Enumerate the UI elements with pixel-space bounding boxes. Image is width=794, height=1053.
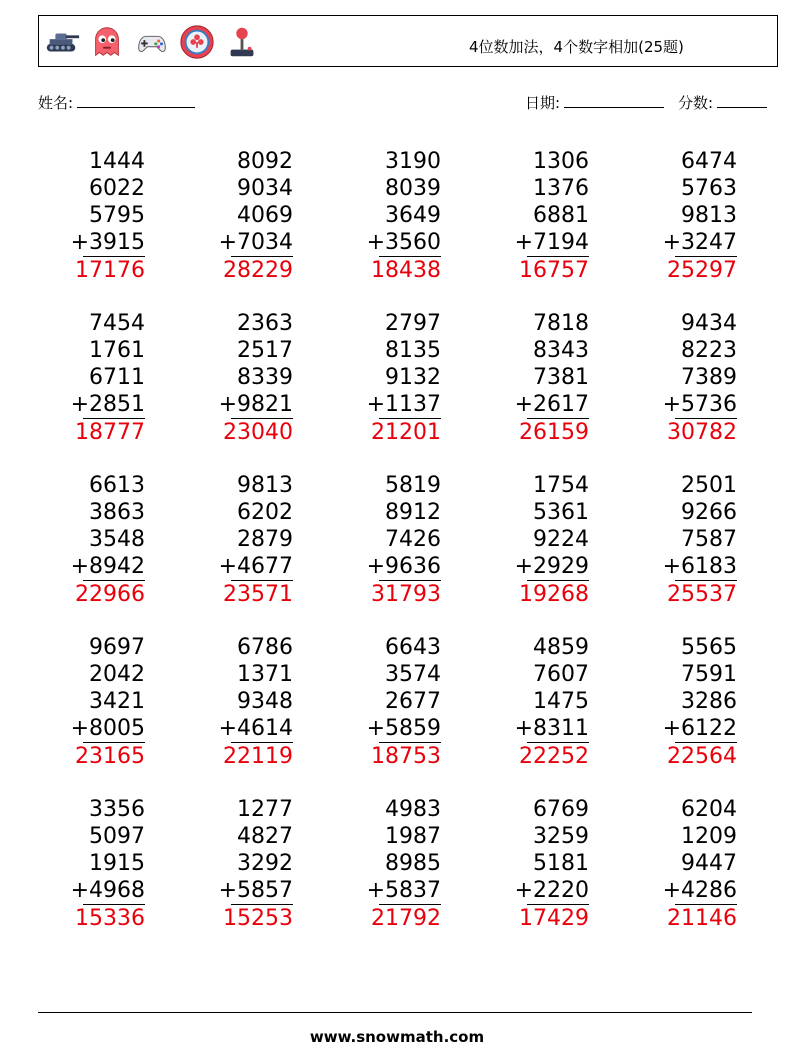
addend: 1475 [533, 689, 589, 714]
answer: 22966 [75, 582, 145, 607]
addend: 8092 [237, 149, 293, 174]
addend: 5181 [533, 851, 589, 876]
footer-site: www.snowmath.com [309, 1028, 485, 1046]
addition-problem [607, 310, 737, 447]
name-blank[interactable] [77, 93, 195, 108]
answer: 25537 [667, 582, 737, 607]
addend: 9348 [237, 689, 293, 714]
addend-with-plus: +1137 [366, 392, 441, 417]
addend: 1277 [237, 797, 293, 822]
gamepad-icon [133, 23, 171, 61]
addend: 5763 [681, 176, 737, 201]
addend-with-plus: +3915 [70, 230, 145, 255]
addition-problem [607, 148, 737, 285]
addition-problem [15, 634, 145, 771]
addend-with-plus: +5857 [218, 878, 293, 903]
addend: 4069 [237, 203, 293, 228]
worksheet-header [38, 15, 778, 67]
addend: 2363 [237, 311, 293, 336]
addend: 4983 [385, 797, 441, 822]
addend-with-plus: +3247 [662, 230, 737, 255]
addend: 4859 [533, 635, 589, 660]
addend: 1761 [89, 338, 145, 363]
addition-problem [163, 310, 293, 447]
addend: 7389 [681, 365, 737, 390]
addend: 3259 [533, 824, 589, 849]
answer: 22119 [223, 744, 293, 769]
addend: 6474 [681, 149, 737, 174]
addition-problem [607, 472, 737, 609]
addend-with-plus: +3560 [366, 230, 441, 255]
addend: 7591 [681, 662, 737, 687]
addition-problem [163, 634, 293, 771]
addend: 6643 [385, 635, 441, 660]
addend-with-plus: +8942 [70, 554, 145, 579]
answer: 21146 [667, 906, 737, 931]
addend: 8039 [385, 176, 441, 201]
addend: 6613 [89, 473, 145, 498]
addend-with-plus: +2851 [70, 392, 145, 417]
addend: 3286 [681, 689, 737, 714]
addend: 2797 [385, 311, 441, 336]
addition-problem [311, 310, 441, 447]
addend: 5795 [89, 203, 145, 228]
name-label: 姓名: [38, 94, 74, 112]
answer: 22564 [667, 744, 737, 769]
answer: 23571 [223, 582, 293, 607]
addition-problem [459, 796, 589, 933]
addend: 9132 [385, 365, 441, 390]
addend-with-plus: +6183 [662, 554, 737, 579]
poker-chip-icon [178, 23, 216, 61]
addend: 3421 [89, 689, 145, 714]
addend: 3292 [237, 851, 293, 876]
answer: 23165 [75, 744, 145, 769]
addend: 1754 [533, 473, 589, 498]
answer: 18753 [371, 744, 441, 769]
answer: 19268 [519, 582, 589, 607]
addition-problem [15, 310, 145, 447]
addend-with-plus: +7194 [514, 230, 589, 255]
addend-with-plus: +4968 [70, 878, 145, 903]
addend: 1371 [237, 662, 293, 687]
header-icons [43, 22, 261, 62]
addend: 9813 [237, 473, 293, 498]
addend: 2517 [237, 338, 293, 363]
addend: 6881 [533, 203, 589, 228]
addition-problem [15, 472, 145, 609]
addend-with-plus: +6122 [662, 716, 737, 741]
addend: 2879 [237, 527, 293, 552]
addition-problem [163, 796, 293, 933]
addend-with-plus: +2929 [514, 554, 589, 579]
worksheet-title: 4位数加法，4个数字相加(25题) [469, 38, 684, 56]
addition-problem [459, 472, 589, 609]
addend-with-plus: +7034 [218, 230, 293, 255]
addend-with-plus: +5736 [662, 392, 737, 417]
tank-icon [43, 23, 81, 61]
addend: 7587 [681, 527, 737, 552]
answer: 21201 [371, 420, 441, 445]
addend: 3190 [385, 149, 441, 174]
date-label: 日期: [525, 94, 561, 112]
addend: 3649 [385, 203, 441, 228]
addend: 9434 [681, 311, 737, 336]
addend-with-plus: +4614 [218, 716, 293, 741]
addend: 6711 [89, 365, 145, 390]
addition-problem [607, 796, 737, 933]
addend: 8339 [237, 365, 293, 390]
answer: 25297 [667, 258, 737, 283]
addend: 9224 [533, 527, 589, 552]
answer: 26159 [519, 420, 589, 445]
answer: 31793 [371, 582, 441, 607]
answer: 15253 [223, 906, 293, 931]
addend-with-plus: +4286 [662, 878, 737, 903]
addend: 7454 [89, 311, 145, 336]
addend-with-plus: +2220 [514, 878, 589, 903]
answer: 18777 [75, 420, 145, 445]
addition-problem [163, 148, 293, 285]
addition-problem [311, 148, 441, 285]
addend: 3863 [89, 500, 145, 525]
answer: 18438 [371, 258, 441, 283]
addend: 1915 [89, 851, 145, 876]
addend: 5361 [533, 500, 589, 525]
addend-with-plus: +8005 [70, 716, 145, 741]
addition-problem [459, 634, 589, 771]
addend: 1987 [385, 824, 441, 849]
addend: 3574 [385, 662, 441, 687]
addend: 1306 [533, 149, 589, 174]
addend: 9697 [89, 635, 145, 660]
addend: 6022 [89, 176, 145, 201]
addend-with-plus: +5837 [366, 878, 441, 903]
addition-problem [15, 796, 145, 933]
addend: 9447 [681, 851, 737, 876]
date-blank[interactable] [564, 93, 664, 108]
addend: 6786 [237, 635, 293, 660]
addend: 3356 [89, 797, 145, 822]
addend: 1444 [89, 149, 145, 174]
addend: 8985 [385, 851, 441, 876]
addend: 9034 [237, 176, 293, 201]
addend: 8343 [533, 338, 589, 363]
addend: 4827 [237, 824, 293, 849]
addend: 1376 [533, 176, 589, 201]
addend: 5097 [89, 824, 145, 849]
addition-problem [607, 634, 737, 771]
addend: 9266 [681, 500, 737, 525]
name-field [38, 92, 195, 113]
answer: 15336 [75, 906, 145, 931]
answer: 17429 [519, 906, 589, 931]
score-blank[interactable] [717, 93, 767, 108]
addend: 1209 [681, 824, 737, 849]
addition-problem [163, 472, 293, 609]
addition-problem [311, 634, 441, 771]
addition-problem [15, 148, 145, 285]
addend-with-plus: +9821 [218, 392, 293, 417]
date-field [525, 92, 664, 113]
addend: 7607 [533, 662, 589, 687]
addend-with-plus: +4677 [218, 554, 293, 579]
addend: 2042 [89, 662, 145, 687]
addend: 2677 [385, 689, 441, 714]
addend: 6204 [681, 797, 737, 822]
addend: 7426 [385, 527, 441, 552]
answer: 16757 [519, 258, 589, 283]
answer: 21792 [371, 906, 441, 931]
addend: 8135 [385, 338, 441, 363]
addition-problem [311, 796, 441, 933]
addend: 3548 [89, 527, 145, 552]
addend-with-plus: +8311 [514, 716, 589, 741]
addend: 7818 [533, 311, 589, 336]
answer: 28229 [223, 258, 293, 283]
answer: 30782 [667, 420, 737, 445]
addend: 8223 [681, 338, 737, 363]
addend: 5819 [385, 473, 441, 498]
addend: 9813 [681, 203, 737, 228]
addend: 5565 [681, 635, 737, 660]
score-field [678, 92, 767, 113]
addend: 8912 [385, 500, 441, 525]
addend: 2501 [681, 473, 737, 498]
addition-problem [311, 472, 441, 609]
addend-with-plus: +5859 [366, 716, 441, 741]
addend: 6202 [237, 500, 293, 525]
answer: 17176 [75, 258, 145, 283]
addend-with-plus: +9636 [366, 554, 441, 579]
addition-problem [459, 148, 589, 285]
ghost-icon [88, 23, 126, 61]
footer-divider [38, 1012, 752, 1013]
answer: 22252 [519, 744, 589, 769]
addition-problem [459, 310, 589, 447]
answer: 23040 [223, 420, 293, 445]
score-label: 分数: [678, 94, 714, 112]
joystick-icon [223, 23, 261, 61]
addend: 7381 [533, 365, 589, 390]
addend: 6769 [533, 797, 589, 822]
addend-with-plus: +2617 [514, 392, 589, 417]
